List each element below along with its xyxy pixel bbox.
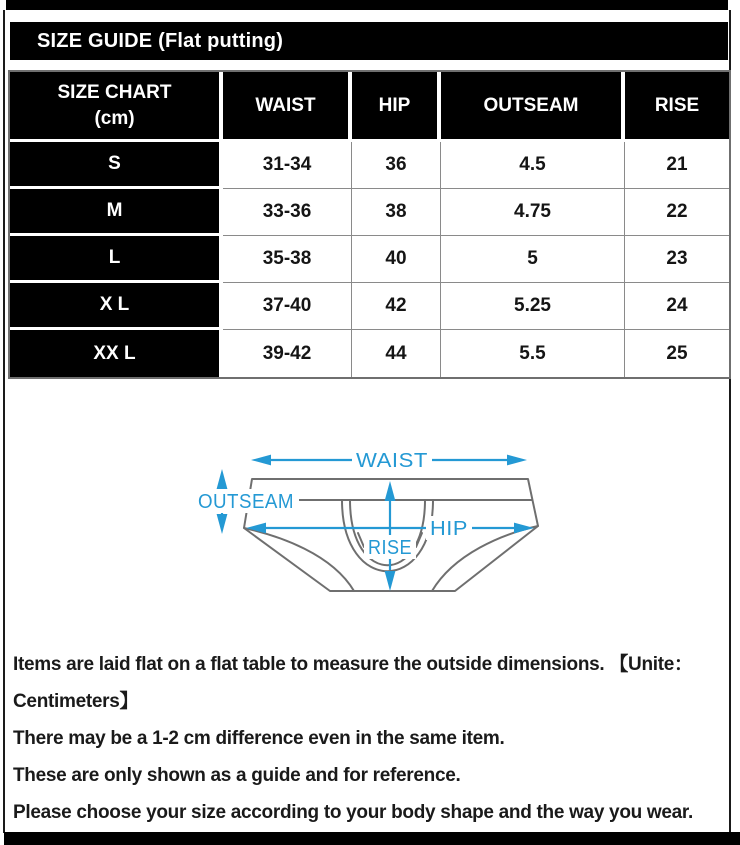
- size-label-cell: X L: [10, 283, 223, 330]
- hip-label: HIP: [430, 518, 468, 540]
- bottom-divider-bar: [4, 832, 740, 845]
- outseam-value-cell: 5.25: [441, 283, 625, 330]
- rise-arrowhead-up: [385, 481, 396, 501]
- note-line: Items are laid flat on a flat table to measure the outside dimensions. 【Unite：: [13, 654, 693, 675]
- outseam-value-cell: 5.5: [441, 330, 625, 377]
- size-label-cell: M: [10, 189, 223, 236]
- waist-arrowhead-right: [507, 455, 527, 466]
- header-size-chart-line1: SIZE CHART: [57, 81, 172, 103]
- rise-value-cell: 23: [625, 236, 729, 283]
- note-line: These are only shown as a guide and for reference.: [13, 765, 461, 786]
- rise-value-cell: 24: [625, 283, 729, 330]
- header-size-chart: [10, 72, 223, 142]
- waist-arrowhead-left: [251, 455, 271, 466]
- size-label-cell: XX L: [10, 330, 223, 377]
- waist-value-cell: 37-40: [223, 283, 352, 330]
- measurement-notes: [13, 646, 733, 831]
- left-border-line: [3, 10, 5, 833]
- hip-value-cell: 42: [352, 283, 441, 330]
- hip-value-cell: 44: [352, 330, 441, 377]
- size-chart-table: [8, 70, 731, 379]
- rise-label: RISE: [368, 537, 412, 559]
- outseam-arrowhead-up: [217, 469, 228, 489]
- diagram-labels: [193, 448, 472, 559]
- measurement-diagram: [170, 430, 570, 610]
- note-line: Centimeters】: [13, 691, 139, 712]
- size-label-cell: S: [10, 142, 223, 189]
- rise-arrowhead-down: [385, 571, 396, 591]
- outseam-value-cell: 5: [441, 236, 625, 283]
- waist-value-cell: 35-38: [223, 236, 352, 283]
- section-title-bar: [10, 22, 728, 60]
- size-label-cell: L: [10, 236, 223, 283]
- rise-value-cell: 25: [625, 330, 729, 377]
- waist-label: WAIST: [356, 450, 428, 472]
- hip-value-cell: 38: [352, 189, 441, 236]
- waist-value-cell: 39-42: [223, 330, 352, 377]
- note-line: There may be a 1-2 cm difference even in the same item.: [13, 728, 505, 749]
- header-rise: RISE: [625, 72, 729, 142]
- top-divider-bar: [6, 0, 728, 10]
- rise-value-cell: 21: [625, 142, 729, 189]
- header-waist: WAIST: [223, 72, 352, 142]
- note-line: Please choose your size according to your body shape and the way you wear.: [13, 802, 693, 823]
- header-outseam: OUTSEAM: [441, 72, 625, 142]
- outseam-label: OUTSEAM: [198, 491, 294, 513]
- hip-value-cell: 36: [352, 142, 441, 189]
- outseam-value-cell: 4.75: [441, 189, 625, 236]
- section-title: SIZE GUIDE (Flat putting): [37, 29, 284, 52]
- header-size-chart-line2: (cm): [94, 107, 135, 129]
- rise-value-cell: 22: [625, 189, 729, 236]
- waist-value-cell: 31-34: [223, 142, 352, 189]
- header-hip: HIP: [352, 72, 441, 142]
- hip-value-cell: 40: [352, 236, 441, 283]
- outseam-value-cell: 4.5: [441, 142, 625, 189]
- waist-value-cell: 33-36: [223, 189, 352, 236]
- arrowheads: [217, 455, 534, 591]
- outseam-arrowhead-down: [217, 514, 228, 534]
